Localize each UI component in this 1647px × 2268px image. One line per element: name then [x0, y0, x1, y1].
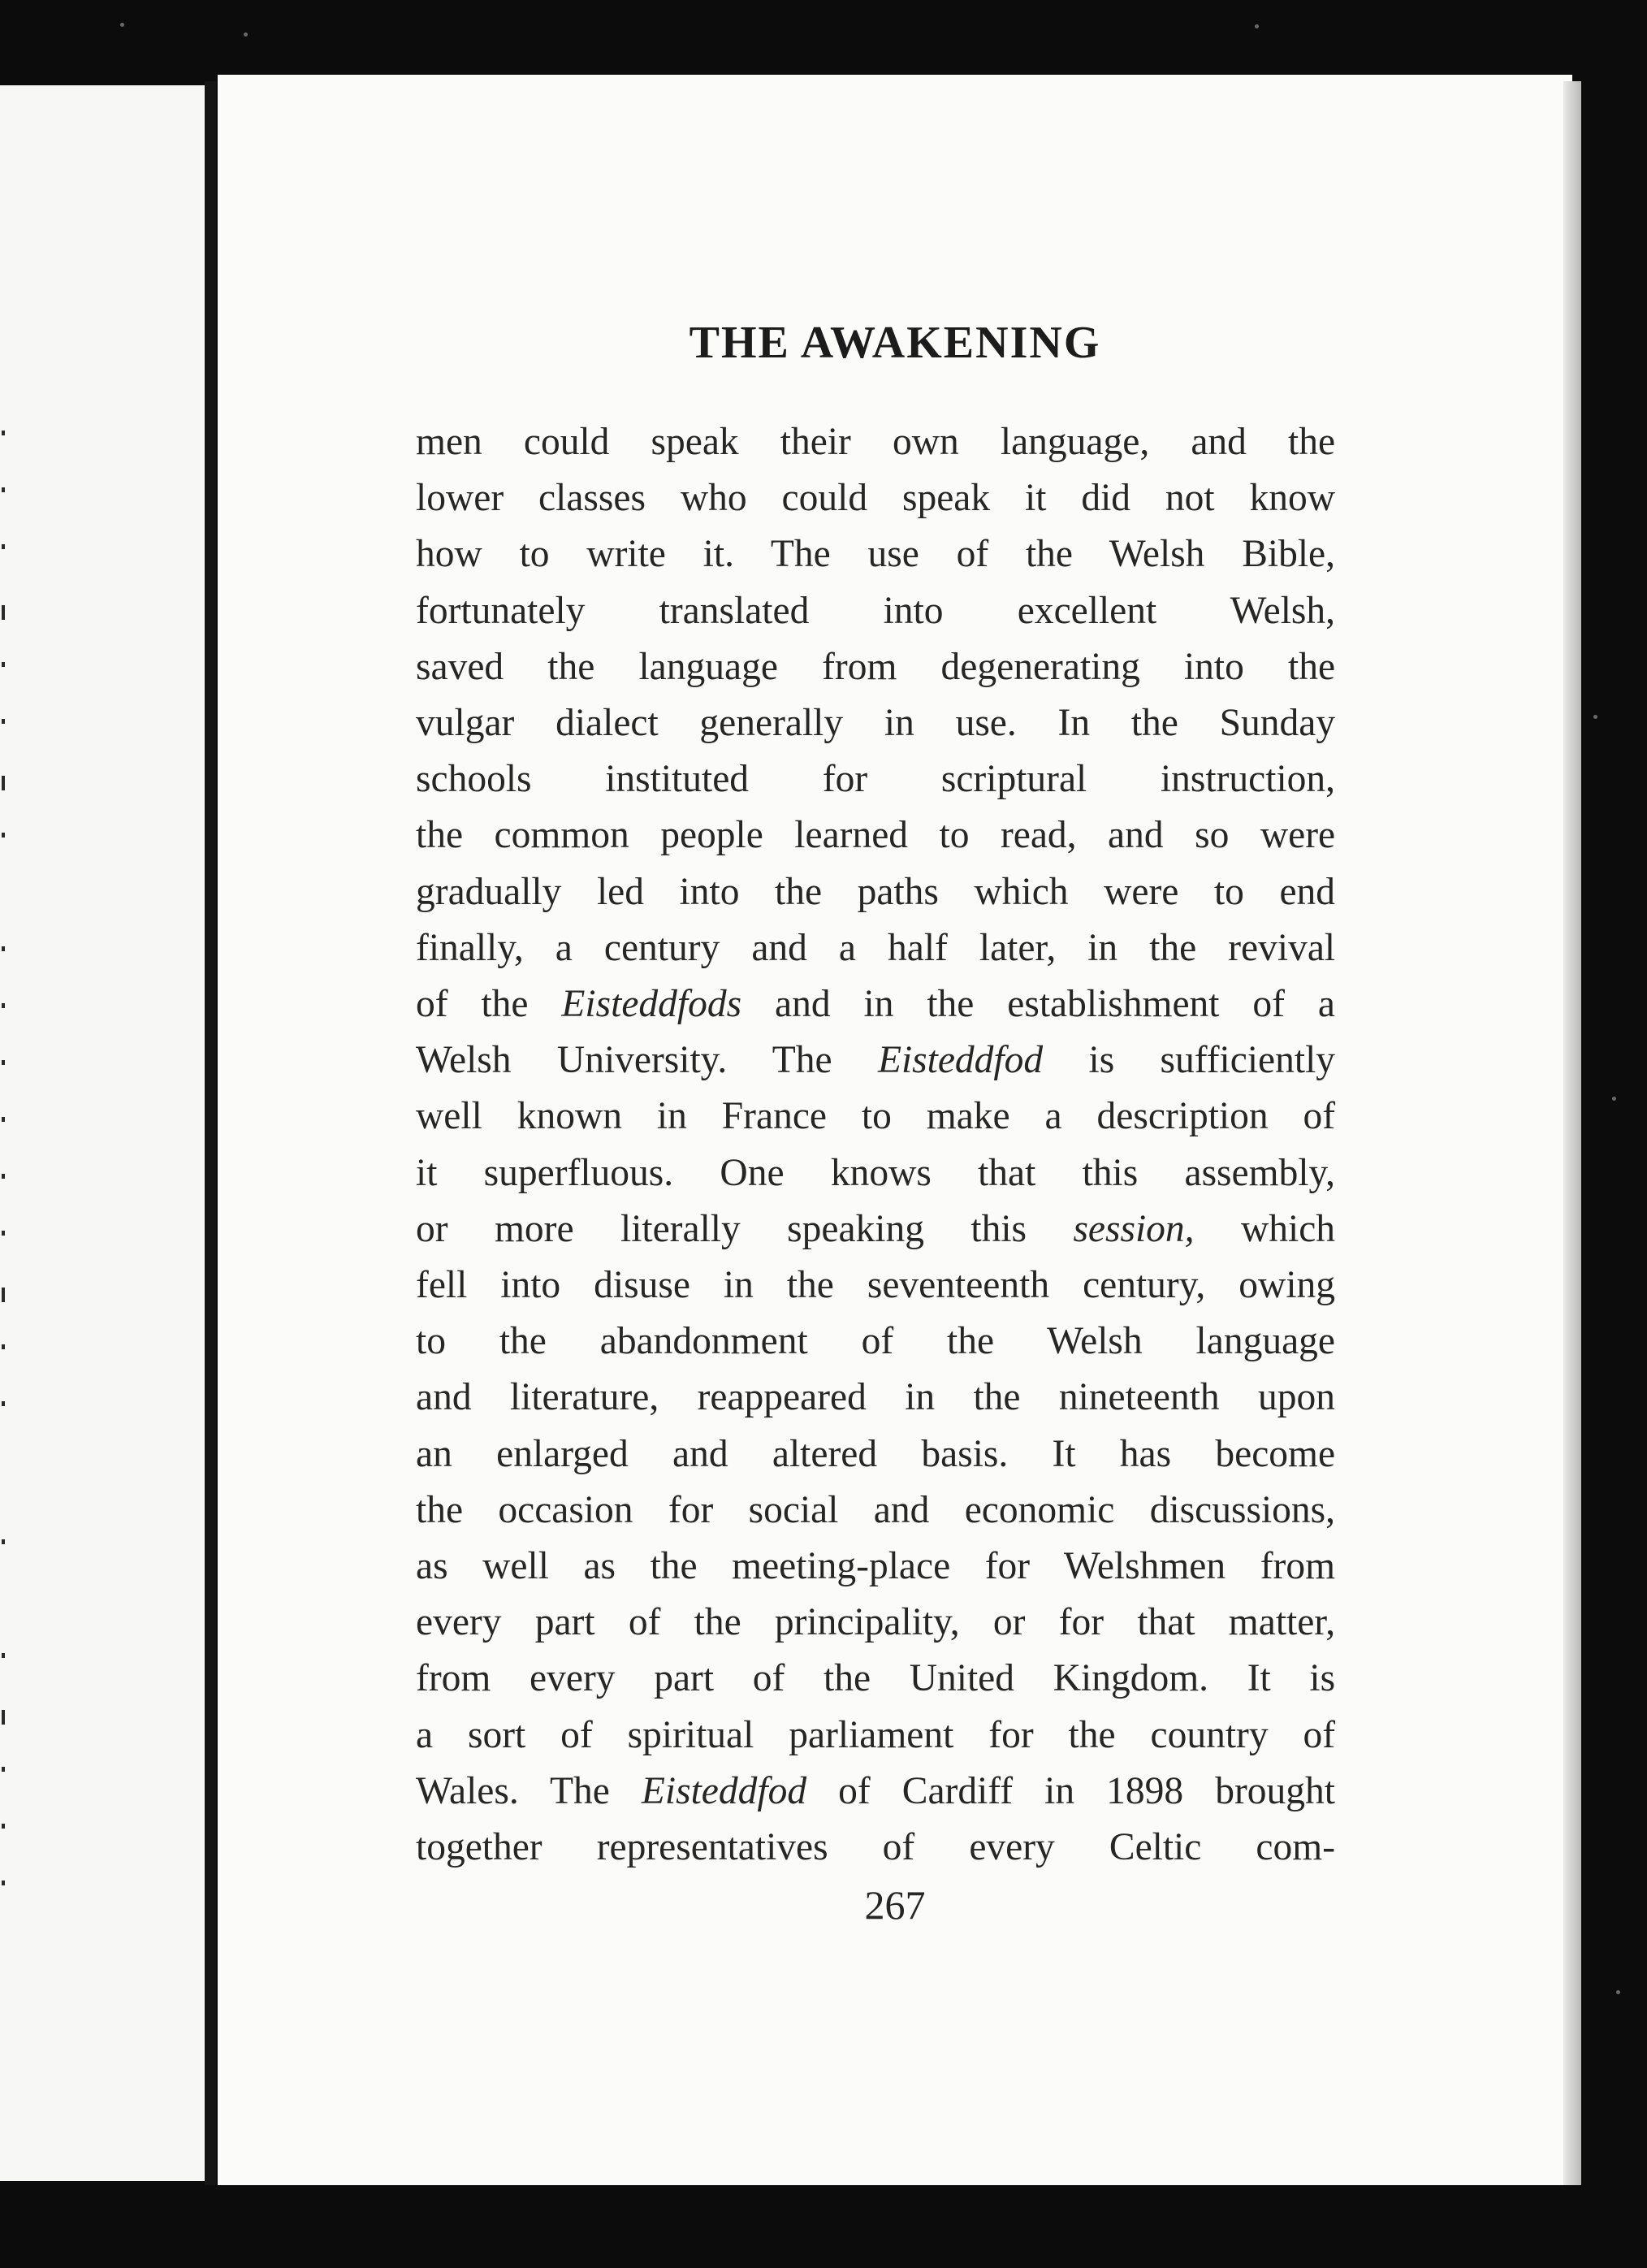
word: basis.: [921, 1432, 1009, 1475]
word: the: [1288, 645, 1336, 688]
word: Welshmen: [1063, 1545, 1226, 1588]
text-line: [416, 1089, 1335, 1145]
word: classes: [538, 477, 646, 520]
word: Welsh: [416, 1039, 512, 1082]
word: as: [583, 1545, 616, 1588]
text-line: [416, 1595, 1335, 1651]
text-line: [416, 414, 1335, 470]
word: could: [523, 421, 610, 463]
word: establishment: [1007, 983, 1220, 1026]
word: for: [984, 1545, 1031, 1588]
facing-page-mark: [2, 946, 5, 951]
word: a: [838, 926, 857, 969]
word: in: [723, 1264, 754, 1307]
word: use.: [955, 702, 1017, 745]
word: the: [786, 1264, 834, 1307]
word: In: [1057, 702, 1091, 745]
word: Celtic: [1109, 1826, 1202, 1869]
italic-word: Eisteddfod: [877, 1039, 1044, 1082]
word: degenerating: [940, 645, 1140, 688]
facing-page-mark: [2, 605, 5, 620]
text-line: [416, 1707, 1335, 1764]
word: language: [1195, 1320, 1335, 1363]
word: the: [499, 1320, 547, 1363]
word: com-: [1256, 1826, 1336, 1869]
word: generally: [699, 702, 844, 745]
word: that: [1137, 1601, 1195, 1644]
text-line: [416, 1145, 1335, 1201]
word: end: [1279, 870, 1336, 913]
word: Kingdom.: [1053, 1657, 1209, 1700]
text-line: [416, 1482, 1335, 1539]
word: literature,: [509, 1376, 659, 1419]
word: well: [482, 1545, 549, 1588]
word: in: [905, 1376, 936, 1419]
word: read,: [1000, 814, 1077, 857]
word: century,: [1083, 1264, 1206, 1307]
scan-speck: [1612, 1097, 1616, 1101]
word: together: [416, 1826, 543, 1869]
word: Welsh,: [1230, 589, 1336, 632]
word: learned: [794, 814, 909, 857]
word: common: [494, 814, 629, 857]
word: the: [481, 983, 529, 1026]
text-line: [416, 695, 1335, 751]
text-line: [416, 1257, 1335, 1314]
facing-page-mark: [2, 1117, 5, 1122]
text-line: [416, 1651, 1335, 1707]
word: and: [873, 1488, 930, 1531]
facing-page-mark: [2, 1824, 5, 1829]
text-line: [416, 807, 1335, 863]
word: dialect: [555, 702, 659, 745]
word: upon: [1258, 1376, 1336, 1419]
word: is: [1088, 1039, 1115, 1082]
word: of: [752, 1657, 785, 1700]
word: people: [660, 814, 763, 857]
word: gradually: [416, 870, 562, 913]
word: a: [416, 1713, 434, 1756]
word: in: [884, 702, 914, 745]
word: for: [822, 758, 868, 801]
word: spiritual: [627, 1713, 754, 1756]
text-line: [416, 1426, 1335, 1482]
word: to: [861, 1095, 892, 1138]
word: It: [1247, 1657, 1271, 1700]
word: University.: [556, 1039, 728, 1082]
word: finally,: [416, 926, 524, 969]
word: parliament: [789, 1713, 954, 1756]
word: in: [863, 983, 894, 1026]
scan-speck: [1255, 24, 1259, 28]
word: the: [1068, 1713, 1116, 1756]
word: brought: [1215, 1769, 1335, 1812]
word: a: [1044, 1095, 1062, 1138]
word: language: [638, 645, 778, 688]
word: reappeared: [697, 1376, 867, 1419]
word: disuse: [594, 1264, 690, 1307]
word: a: [1317, 983, 1335, 1026]
word: who: [680, 477, 747, 520]
text-line: [416, 526, 1335, 582]
word: half: [888, 926, 948, 969]
word: so: [1195, 814, 1230, 857]
word: nineteenth: [1058, 1376, 1220, 1419]
word: of: [1252, 983, 1285, 1026]
word: The: [772, 1039, 832, 1082]
word: of: [1303, 1713, 1336, 1756]
word: make: [926, 1095, 1010, 1138]
word: Bible,: [1242, 533, 1335, 576]
facing-page-mark: [2, 1288, 5, 1302]
word: an: [416, 1432, 452, 1475]
word: it.: [702, 533, 734, 576]
word: the: [1130, 702, 1178, 745]
word: Cardiff: [901, 1769, 1014, 1812]
word: know: [1249, 477, 1336, 520]
word: into: [679, 870, 740, 913]
word: The: [549, 1769, 610, 1812]
word: lower: [416, 477, 504, 520]
text-line: [416, 1201, 1335, 1257]
word: the: [1025, 533, 1073, 576]
word: social: [748, 1488, 839, 1531]
facing-page-mark: [2, 1710, 5, 1725]
word: of: [416, 983, 448, 1026]
facing-page-mark: [2, 833, 5, 838]
word: to: [519, 533, 550, 576]
page-number: 267: [864, 1882, 926, 1928]
word: and: [751, 926, 807, 969]
word: translated: [659, 589, 810, 632]
text-line: [416, 1820, 1335, 1876]
word: Sunday: [1219, 702, 1336, 745]
word: language,: [1000, 421, 1150, 463]
word: representatives: [596, 1826, 828, 1869]
word: occasion: [498, 1488, 633, 1531]
word: every: [416, 1601, 502, 1644]
word: sort: [468, 1713, 526, 1756]
word: scriptural: [940, 758, 1087, 801]
word: discussions,: [1149, 1488, 1336, 1531]
word: of: [882, 1826, 915, 1869]
word: could: [781, 477, 868, 520]
word: the: [650, 1545, 698, 1588]
word: and: [1191, 421, 1247, 463]
word: the: [416, 1488, 464, 1531]
word: become: [1215, 1432, 1336, 1475]
word: the: [947, 1320, 995, 1363]
word: the: [973, 1376, 1021, 1419]
text-line: [416, 1032, 1335, 1089]
facing-page-mark: [2, 1231, 5, 1236]
word: matter,: [1228, 1601, 1336, 1644]
word: use: [867, 533, 919, 576]
book-gutter: [205, 81, 216, 2185]
word: superfluous.: [483, 1151, 674, 1194]
text-line: [416, 864, 1335, 920]
text-line: [416, 1370, 1335, 1426]
word: France: [721, 1095, 827, 1138]
body-text: [416, 414, 1335, 1876]
running-head: THE AWAKENING: [689, 318, 1101, 368]
word: to: [1213, 870, 1244, 913]
word: men: [416, 421, 482, 463]
word: this: [970, 1207, 1027, 1250]
word: speak: [651, 421, 739, 463]
word: and: [416, 1376, 472, 1419]
word: principality,: [774, 1601, 960, 1644]
word: and: [672, 1432, 728, 1475]
facing-page-mark: [2, 1060, 5, 1065]
word: to: [416, 1320, 446, 1363]
word: seventeenth: [867, 1264, 1050, 1307]
word: a: [555, 926, 573, 969]
word: how: [416, 533, 482, 576]
word: abandonment: [599, 1320, 808, 1363]
word: it: [416, 1151, 438, 1194]
facing-page-mark: [2, 1653, 5, 1658]
word: speak: [901, 477, 991, 520]
word: of: [1303, 1095, 1336, 1138]
word: is: [1309, 1657, 1336, 1700]
word: and: [775, 983, 831, 1026]
word: schools: [416, 758, 532, 801]
word: for: [988, 1713, 1034, 1756]
word: description: [1096, 1095, 1269, 1138]
word: part: [534, 1601, 595, 1644]
word: instruction,: [1160, 758, 1336, 801]
word: or: [416, 1207, 448, 1250]
word: Welsh: [1047, 1320, 1143, 1363]
word: every: [530, 1657, 616, 1700]
scan-speck: [1616, 1990, 1620, 1994]
facing-page-mark: [2, 776, 5, 790]
word: part: [654, 1657, 715, 1700]
word: literally: [620, 1207, 741, 1250]
word: fell: [416, 1264, 468, 1307]
word: write: [586, 533, 666, 576]
facing-page-mark: [2, 1881, 5, 1885]
word: saved: [416, 645, 504, 688]
word: were: [1104, 870, 1179, 913]
word: of: [956, 533, 989, 576]
word: sufficiently: [1160, 1039, 1336, 1082]
word: of: [560, 1713, 593, 1756]
facing-page-mark: [2, 662, 5, 667]
word: which: [974, 870, 1069, 913]
word: and: [1108, 814, 1164, 857]
word: enlarged: [496, 1432, 629, 1475]
word: altered: [772, 1432, 878, 1475]
word: in: [656, 1095, 687, 1138]
facing-page-mark: [2, 544, 5, 549]
word: knows: [830, 1151, 932, 1194]
facing-page-mark: [2, 1344, 5, 1349]
word: well: [416, 1095, 482, 1138]
text-line: [416, 1764, 1335, 1820]
word: paths: [857, 870, 939, 913]
word: did: [1081, 477, 1131, 520]
word: not: [1165, 477, 1215, 520]
word: own: [892, 421, 959, 463]
word: known: [517, 1095, 622, 1138]
word: excellent: [1017, 589, 1157, 632]
word: from: [416, 1657, 491, 1700]
word: from: [1260, 1545, 1336, 1588]
word: this: [1082, 1151, 1139, 1194]
word: their: [780, 421, 851, 463]
word: as: [416, 1545, 448, 1588]
word: owing: [1238, 1264, 1336, 1307]
italic-word: Eisteddfods: [561, 983, 742, 1026]
word: economic: [964, 1488, 1115, 1531]
word: in: [1044, 1769, 1075, 1812]
italic-word: Eisteddfod: [641, 1769, 807, 1812]
facing-page-left: [0, 85, 213, 2181]
word: revival: [1228, 926, 1336, 969]
word: it: [1025, 477, 1047, 520]
facing-page-mark: [2, 1174, 5, 1179]
word: into: [1183, 645, 1244, 688]
word: later,: [979, 926, 1057, 969]
word: of: [628, 1601, 661, 1644]
italic-word: session,: [1073, 1207, 1195, 1250]
word: for: [1058, 1601, 1104, 1644]
word: were: [1260, 814, 1336, 857]
word: for: [668, 1488, 714, 1531]
scan-speck: [120, 23, 124, 27]
word: the: [547, 645, 595, 688]
word: which: [1240, 1207, 1336, 1250]
word: One: [720, 1151, 785, 1194]
word: The: [770, 533, 831, 576]
facing-page-mark: [2, 1767, 5, 1772]
text-line: [416, 751, 1335, 807]
word: the: [824, 1657, 871, 1700]
word: United: [909, 1657, 1015, 1700]
word: the: [694, 1601, 741, 1644]
word: the: [927, 983, 975, 1026]
word: meeting-place: [732, 1545, 951, 1588]
word: the: [1149, 926, 1197, 969]
word: the: [1288, 421, 1336, 463]
word: of: [861, 1320, 894, 1363]
word: or: [992, 1601, 1026, 1644]
facing-page-mark: [2, 431, 5, 435]
word: from: [822, 645, 897, 688]
word: vulgar: [416, 702, 515, 745]
word: has: [1119, 1432, 1172, 1475]
word: instituted: [605, 758, 750, 801]
word: into: [883, 589, 944, 632]
word: Welsh: [1109, 533, 1205, 576]
word: in: [1087, 926, 1118, 969]
scan-speck: [1593, 715, 1597, 719]
text-line: [416, 470, 1335, 526]
facing-page-mark: [2, 1003, 5, 1008]
word: every: [969, 1826, 1055, 1869]
word: into: [500, 1264, 561, 1307]
text-line: [416, 976, 1335, 1032]
facing-page-mark: [2, 1401, 5, 1406]
word: assembly,: [1184, 1151, 1336, 1194]
word: that: [978, 1151, 1036, 1194]
word: the: [775, 870, 823, 913]
word: to: [939, 814, 970, 857]
word: the: [416, 814, 464, 857]
facing-page-mark: [2, 1539, 5, 1544]
text-line: [416, 920, 1335, 976]
text-line: [416, 639, 1335, 695]
facing-page-mark: [2, 719, 5, 724]
text-line: [416, 1539, 1335, 1595]
word: country: [1150, 1713, 1269, 1756]
word: more: [494, 1207, 574, 1250]
word: 1898: [1106, 1769, 1184, 1812]
word: fortunately: [416, 589, 586, 632]
facing-page-mark: [2, 487, 5, 492]
word: speaking: [787, 1207, 924, 1250]
text-line: [416, 583, 1335, 639]
word: of: [838, 1769, 871, 1812]
text-line: [416, 1314, 1335, 1370]
word: It: [1052, 1432, 1076, 1475]
word: century: [603, 926, 720, 969]
word: Wales.: [416, 1769, 519, 1812]
scan-speck: [244, 32, 248, 37]
page-edge-shadow: [1563, 81, 1581, 2185]
word: led: [596, 870, 644, 913]
